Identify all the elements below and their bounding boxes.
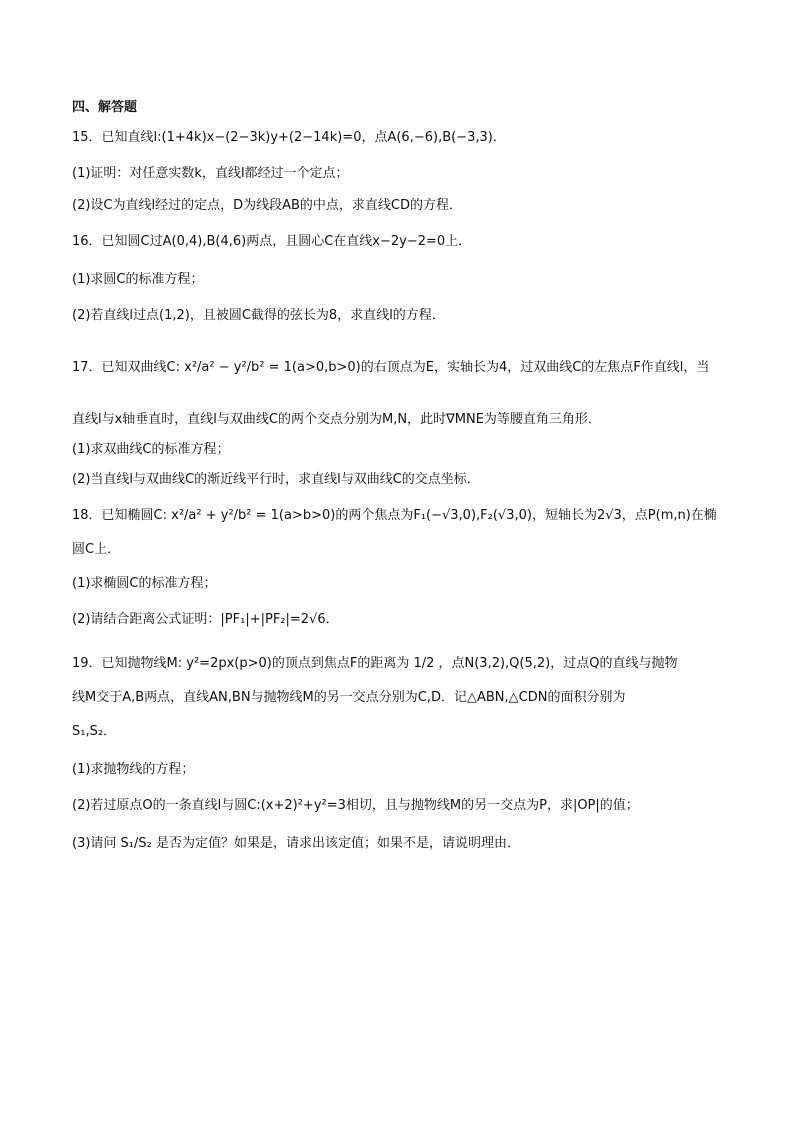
text-line-l19: (2)若过原点O的一条直线l与圆C:(x+2)²+y²=3相切，且与抛物线M的另一交点为P，求|OP|的值； [72, 798, 639, 813]
text-line-l06: (2)若直线l过点(1,2)，且被圆C截得的弦长为8，求直线l的方程． [72, 308, 445, 323]
section-title: 四、解答题 [72, 100, 138, 115]
text-line-l15: 19．已知抛物线M: y²=2px(p>0)的顶点到焦点F的距离为 1/2 ，点N(3,2),Q(5,2)，过点Q的直线与抛物 [72, 656, 678, 671]
text-line-l04: 16．已知圆C过A(0,4),B(4,6)两点，且圆心C在直线x−2y−2=0上． [72, 234, 472, 249]
text-line-l07: 17．已知双曲线C: x²/a² − y²/b² = 1(a>0,b>0)的右顶点为E，实轴长为4，过双曲线C的左焦点F作直线l，当 [72, 360, 710, 375]
text-line-l17: S₁,S₂． [72, 724, 117, 739]
text-line-l11: 18．已知椭圆C: x²/a² + y²/b² = 1(a>b>0)的两个焦点为F₁(−√3,0),F₂(√3,0)，短轴长为2√3，点P(m,n)在椭 [72, 508, 717, 523]
text-line-l02: (1)证明：对任意实数k，直线l都经过一个定点； [72, 166, 349, 181]
text-line-l03: (2)设C为直线l经过的定点，D为线段AB的中点，求直线CD的方程． [72, 198, 463, 213]
text-line-l18: (1)求抛物线的方程； [72, 762, 195, 777]
text-line-l05: (1)求圆C的标准方程； [72, 272, 204, 287]
text-line-l09: (1)求双曲线C的标准方程； [72, 442, 230, 457]
text-line-l13: (1)求椭圆C的标准方程； [72, 576, 217, 591]
text-line-l08: 直线l与x轴垂直时，直线l与双曲线C的两个交点分别为M,N，此时∇MNE为等腰直角三角形． [72, 412, 601, 427]
text-line-l10: (2)当直线l与双曲线C的渐近线平行时，求直线l与双曲线C的交点坐标． [72, 472, 480, 487]
text-line-l01: 15．已知直线l:(1+4k)x−(2−3k)y+(2−14k)=0，点A(6,−6),B(−3,3)． [72, 130, 506, 145]
text-line-l12: 圆C上． [72, 542, 121, 557]
text-line-l16: 线M交于A,B两点，直线AN,BN与抛物线M的另一交点分别为C,D．记△ABN,△CDN的面积分别为 [72, 690, 626, 705]
text-line-l20: (3)请问 S₁/S₂ 是否为定值？如果是，请求出该定值；如果不是，请说明理由． [72, 836, 520, 851]
text-line-l14: (2)请结合距离公式证明：|PF₁|+|PF₂|=2√6． [72, 612, 339, 627]
